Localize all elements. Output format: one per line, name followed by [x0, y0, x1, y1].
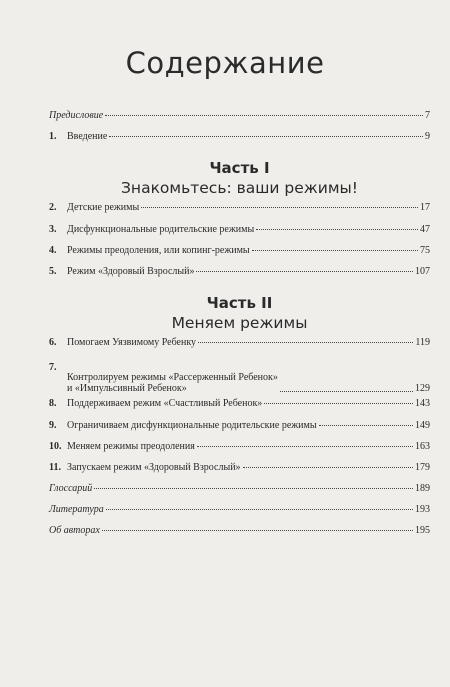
dot-leader	[252, 250, 418, 251]
toc-entry-title-block	[67, 372, 278, 394]
toc-entry-title: Глоссарий	[49, 483, 93, 495]
toc-entry-page: 189	[415, 483, 430, 495]
toc-entry-page: 107	[415, 265, 430, 277]
toc-entry-page: 47	[420, 223, 430, 235]
toc-entry[interactable]	[49, 337, 430, 358]
dot-leader	[264, 403, 413, 404]
dot-leader	[197, 446, 413, 447]
toc-entry-number: 10.	[49, 440, 62, 452]
toc-entry-title: Об авторах	[49, 525, 100, 537]
toc-entry-number: 7.	[49, 362, 57, 374]
toc-entry-authors[interactable]	[49, 525, 430, 546]
table-of-contents	[49, 110, 430, 547]
dot-leader	[256, 229, 418, 230]
dot-leader	[319, 425, 413, 426]
part-2-label: Часть II	[206, 294, 273, 313]
toc-entry-title: Дисфункциональные родительские режимы	[67, 223, 255, 235]
toc-entry[interactable]	[49, 441, 430, 462]
toc-entry-title: Помогаем Уязвимому Ребенку	[67, 337, 197, 349]
toc-entry-title: Запускаем режим «Здоровый Взрослый»	[67, 461, 241, 473]
toc-entry-number: 6.	[49, 337, 57, 349]
toc-entry-page: 163	[415, 440, 430, 452]
dot-leader	[198, 342, 413, 343]
toc-entry-page: 143	[415, 398, 430, 410]
toc-entry-page: 129	[415, 383, 430, 395]
page-title: Содержание	[125, 46, 325, 80]
dot-leader	[106, 509, 413, 510]
toc-entry-page: 149	[415, 419, 430, 431]
toc-entry-page: 193	[415, 504, 430, 516]
dot-leader	[141, 207, 418, 208]
toc-entry-title: Литература	[49, 504, 104, 516]
toc-entry-title: Предисловие	[49, 110, 104, 121]
part-1-title: Знакомьтесь: ваши режимы!	[121, 179, 358, 198]
toc-entry-title-line-1: Контролируем режимы «Рассерженный Ребенок»	[67, 372, 278, 384]
toc-entry-title: Детские режимы	[67, 202, 140, 214]
dot-leader	[102, 530, 413, 531]
toc-entry[interactable]	[49, 462, 430, 483]
toc-entry-introduction[interactable]	[49, 131, 430, 152]
dot-leader	[280, 391, 413, 392]
toc-entry[interactable]	[49, 420, 430, 441]
toc-entry-title: Меняем режимы преодоления	[67, 440, 195, 452]
toc-entry-page: 119	[415, 337, 430, 349]
toc-entry[interactable]	[49, 245, 430, 266]
dot-leader	[109, 136, 423, 137]
toc-entry[interactable]	[49, 266, 430, 287]
toc-entry-number: 3.	[49, 223, 57, 235]
toc-entry-number: 9.	[49, 419, 57, 431]
toc-entry-page: 9	[425, 131, 430, 143]
toc-entry[interactable]	[49, 202, 430, 223]
toc-entry[interactable]	[49, 224, 430, 245]
toc-entry-number: 4.	[49, 244, 57, 256]
toc-entry-page: 195	[415, 525, 430, 537]
part-2-title: Меняем режимы	[171, 314, 308, 333]
toc-entry-number: 8.	[49, 398, 57, 410]
toc-entry-title: Ограничиваем дисфункциональные родительские режимы	[67, 419, 317, 431]
toc-entry-title: Режимы преодоления, или копинг-режимы	[67, 244, 250, 256]
dot-leader	[105, 115, 423, 116]
dot-leader	[196, 271, 413, 272]
toc-entry-number: 5.	[49, 265, 57, 277]
toc-entry-page: 17	[420, 202, 430, 214]
toc-entry-title-line-2: и «Импульсивный Ребенок»	[67, 383, 187, 395]
toc-entry-page: 75	[420, 244, 430, 256]
dot-leader	[94, 488, 413, 489]
toc-entry-literature[interactable]	[49, 504, 430, 525]
toc-entry-number: 11.	[49, 461, 61, 473]
toc-entry-title: Режим «Здоровый Взрослый»	[67, 265, 195, 277]
toc-entry-page: 179	[415, 461, 430, 473]
toc-entry-title: Введение	[67, 131, 108, 143]
part-1-heading	[49, 158, 430, 198]
part-1-label: Часть I	[209, 159, 270, 178]
toc-entry-page: 7	[425, 110, 430, 121]
dot-leader	[243, 467, 413, 468]
toc-entry-preface[interactable]	[49, 110, 430, 131]
toc-entry[interactable]	[49, 398, 430, 419]
toc-entry-title: Поддерживаем режим «Счастливый Ребенок»	[67, 398, 263, 410]
toc-entry-number: 2.	[49, 202, 57, 214]
toc-entry-number: 1.	[49, 131, 57, 143]
toc-entry[interactable]	[49, 358, 430, 398]
part-2-heading	[49, 293, 430, 333]
toc-entry-glossary[interactable]	[49, 483, 430, 504]
